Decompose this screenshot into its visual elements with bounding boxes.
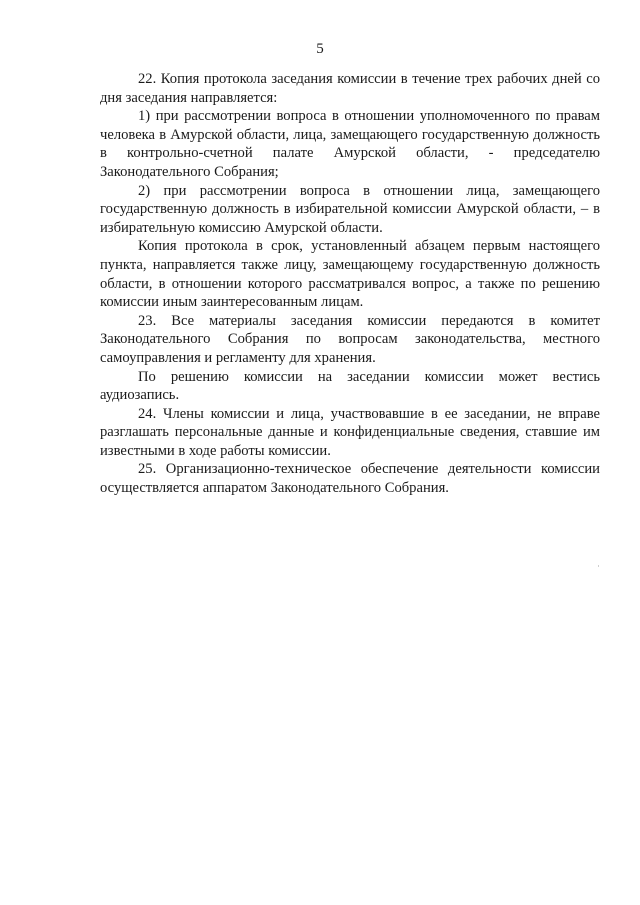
document-body — [100, 70, 600, 498]
paragraph-22-copy-note: Копия протокола в срок, установленный абзацем первым настоящего пункта, направляется также лицу, замещающему государственную должность области, в отношении которого рассматривался вопрос, а также по решению комиссии иным заинтересованным лицам. — [100, 238, 600, 311]
page-number: 5 — [316, 41, 324, 57]
paragraph-23-audio: По решению комиссии на заседании комиссии может вестись аудиозапись. — [100, 368, 600, 404]
scan-speck — [598, 565, 599, 567]
paragraph-22-item-2: 2) при рассмотрении вопроса в отношении лица, замещающего государственную должность в избирательной комиссии Амурской области, – в избирательную комиссию Амурской области. — [100, 182, 600, 236]
paragraph-24: 24. Члены комиссии и лица, участвовавшие в ее заседании, не вправе разглашать персональные данные и конфиденциальные сведения, ставшие им известными в ходе работы комиссии. — [100, 405, 600, 459]
paragraph-22-item-1: 1) при рассмотрении вопроса в отношении уполномоченного по правам человека в Амурской области, лица, замещающего государственную должность в контрольно-счетной палате Амурской области, - председателю Законодательного Собрания; — [100, 108, 600, 180]
paragraph-23: 23. Все материалы заседания комиссии передаются в комитет Законодательного Собрания по вопросам законодательства, местного самоуправления и регламенту для хранения. — [100, 312, 600, 366]
paragraph-25: 25. Организационно-техническое обеспечение деятельности комиссии осуществляется аппаратом Законодательного Собрания. — [100, 461, 600, 497]
paragraph-22: 22. Копия протокола заседания комиссии в течение трех рабочих дней со дня заседания направляется: — [100, 71, 600, 106]
